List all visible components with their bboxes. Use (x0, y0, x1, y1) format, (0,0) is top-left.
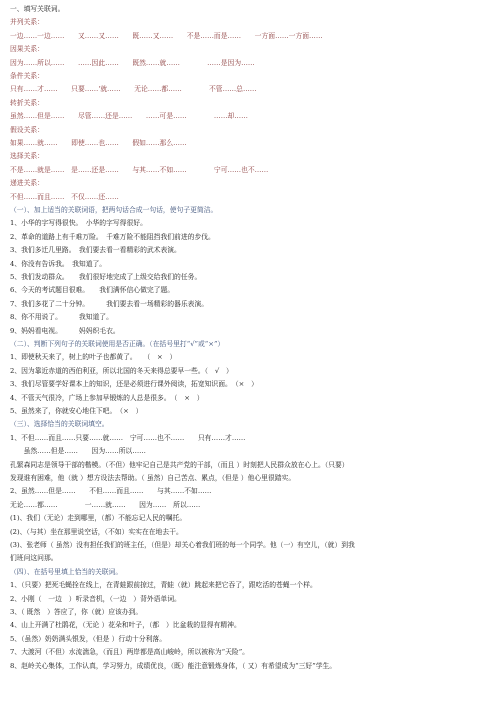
document-line: 1、小华的字写得很快。 小华的字写得很好。 (10, 219, 147, 228)
document-line: 8、你不用说了。 我知道了。 (10, 313, 113, 322)
document-line: （三）、选择恰当的关联词填空。 (10, 420, 109, 429)
document-line: 假设关系： (10, 125, 44, 134)
document-line: 选择关系： (10, 152, 44, 161)
document-line: 5、虽然来了，你就安心地住下吧。 （× ） (10, 407, 143, 415)
document-line: 转折关系： (10, 98, 44, 107)
document-line: 不但……而且…… 不仅……还…… (10, 192, 119, 201)
document-line: 条件关系： (10, 72, 44, 80)
document-line: (1)、我们（无论）走到哪里，（都）不能忘记人民的嘱托。 (10, 514, 187, 523)
document-line: 2、革命的道路上有千难万险。 千难万险不能阻挡我们前进的步伐。 (10, 232, 215, 241)
document-line: 们班问这问那。 (10, 554, 58, 563)
document-line: 3、我们尽管要学好课本上的知识，还是必须进行课外阅读，拓宽知识面。 （× ） (10, 380, 258, 389)
document-line: 1、即使秋天来了，树上的叶子也都黄了。 （ × ） (10, 353, 177, 362)
document-line: 4、不管天气很冷，广场上参加早锻炼的人总是很多。 （ × ） (10, 393, 204, 402)
document-line: 9、妈妈看电视。 妈妈织毛衣。 (10, 326, 120, 335)
document-line: 1、（只要）把死毛蝇拴在线上，在青蛙跟前掠过，青蛙（就）跳起来把它吞了，跟吃活的苍蝇一个样。 (10, 581, 317, 590)
document-line: (3)、张老师（ 虽然）没有担任我们的班主任，（但是）却关心着我们班的每一个同学。他（一）有空儿，（就）到我 (10, 541, 355, 549)
document-line: (2)、（与其）坐在那里说空话，（不如）实实在在地去干。 (10, 527, 183, 536)
document-line: 2、虽然……但是…… 不但……而且…… 与其……不如…… (10, 487, 212, 496)
document-line: 因果关系： (10, 45, 44, 54)
document-line: 8、赵岭关心集体，工作认真，学习努力，成绩优良，（既）能注意锻炼身体，（ 又）有希望成为“三好”学生。 (10, 661, 337, 670)
document-line: 一边……一边…… 又……又…… 既……又…… 不是……而是…… 一方面……一方面…… (10, 31, 323, 40)
document-line: （二）、判断下列句子的关联词使用是否正确。（在括号里打“√”或“×”） (10, 340, 225, 348)
document-line: 7、我们多花了二十分钟。 我们要去看一场精彩的器乐表演。 (10, 299, 209, 308)
document-line: 因为……所以…… ……因此…… 既然……就…… ……是因为…… (10, 58, 255, 67)
document-line: 一、填写关联词。 (10, 5, 65, 13)
document-line: （四）、在括号里填上恰当的关联词。 (10, 567, 123, 576)
document-line: 2、因为靠近赤道的西伯利亚，所以北国的冬天来得总要早一些。（ √ ） (10, 366, 233, 375)
document-line: 5、我们发动群众。 我们很好地完成了上级交给我们的任务。 (10, 273, 202, 281)
document-line: 3、（ 既然 ）答应了，你（就）应该办到。 (10, 608, 143, 616)
document-line: 4、你没有告诉我。 我知道了。 (10, 259, 107, 268)
document-line: 发现谁有困难，他（就 ）想方设法去帮助。（ 虽然）自己苦点、累点，（但是 ）他心里很踏实。 (10, 474, 296, 482)
document-line: 并列关系： (10, 18, 44, 27)
document-line: 虽然……但是…… 尽管……还是…… ……可是…… ……却…… (10, 112, 248, 121)
document-line: 虽然……但是…… 因为……所以…… (10, 447, 146, 456)
document-line: 不是……就是…… 是……还是…… 与其……不如…… 宁可……也不…… (10, 165, 269, 174)
document-line: 无论……都…… 一……就…… 因为…… 所以…… (10, 500, 201, 509)
document-line: 递进关系： (10, 179, 44, 188)
document-line: 5、（虽然）奶奶满头银发，（但是 ）行动十分利落。 (10, 634, 167, 643)
document-line: 4、山上开满了杜鹃花，（无论 ）花朵和叶子，（都 ）比盆栽的显得有精神。 (10, 621, 241, 630)
document-line: 1、不但……而且……只要……就…… 宁可……也不…… 只有……才…… (10, 433, 246, 442)
document-line: 6、今天的考试题目很难。 我们满怀信心做完了题。 (10, 286, 175, 295)
document-line: （一）、加上适当的关联词语，把两句话合成一句话，使句子更简洁。 (10, 206, 218, 214)
document-line: 7、大渡河（不但）水流湍急，（而且）两岸都是高山峻岭，所以被称为“天险”。 (10, 648, 249, 657)
document-line: 孔繁森同志是领导干部的楷模。（不但）他牢记自己是共产党的干部，（而且 ）时刻把人民群众放在心上。（只要） (10, 460, 349, 469)
document-line: 3、我们多迁几里路。 我们要去看一看精彩的武术表演。 (10, 246, 181, 255)
document-line: 如果……就…… 即使……也…… 假如……那么…… (10, 139, 187, 147)
document-line: 只有……才…… 只要……'就…… 无论……都…… 不管……总…… (10, 85, 257, 94)
document-line: 2、小刚（ 一边 ）听录音机，（一边 ）背外语单词。 (10, 594, 181, 603)
